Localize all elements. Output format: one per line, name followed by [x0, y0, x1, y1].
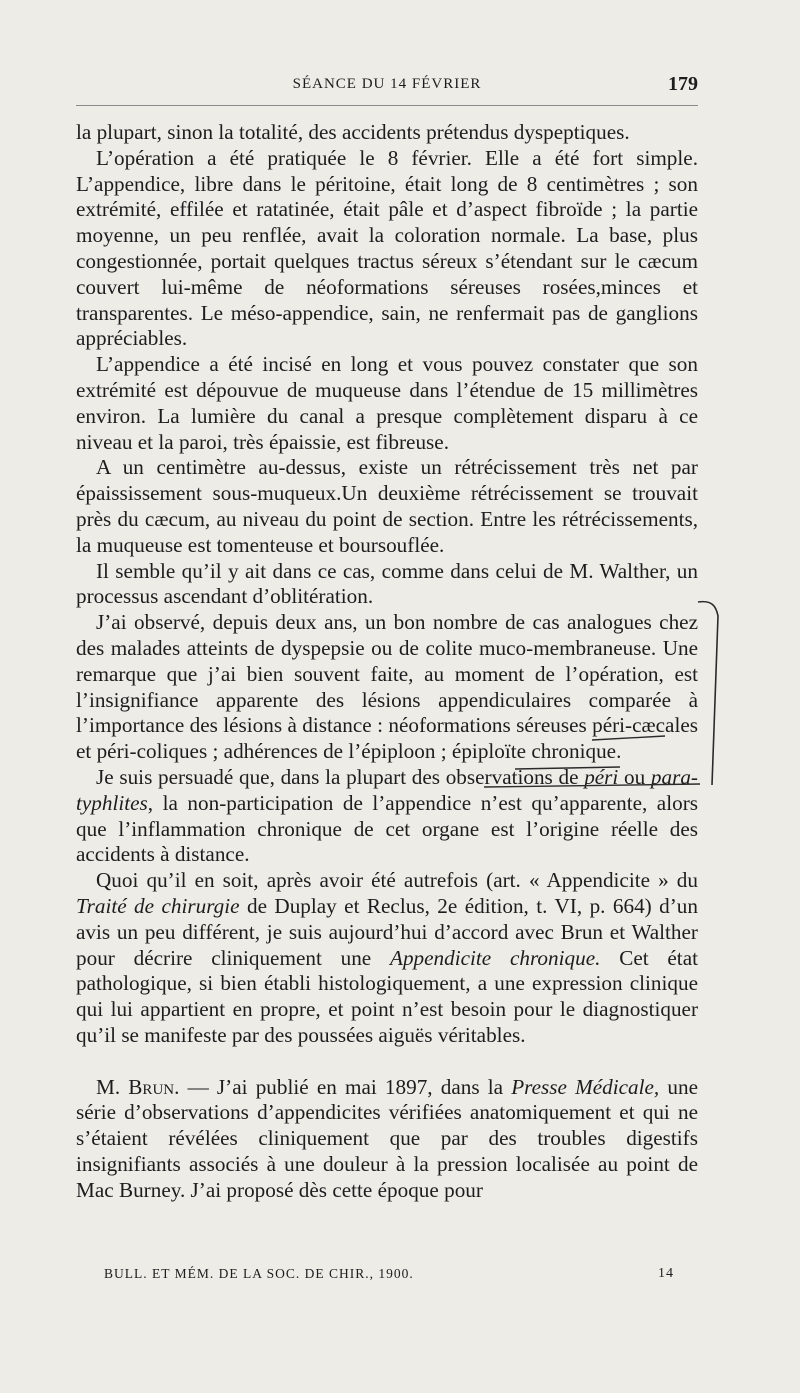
paragraph: L’appendice a été incisé en long et vous pouvez constater que son extrémité est dépouvue de muqueuse dans l’étendue de 15 millimètres environ. La lumière du canal a presque complètement disparu à ce niveau et la paroi, très épaissie, est fibreuse.: [76, 352, 698, 454]
page-footer: [104, 1266, 674, 1282]
journal-reference: BULL. ET MÉM. DE LA SOC. DE CHIR., 1900.: [104, 1266, 414, 1281]
paragraph: Il semble qu’il y ait dans ce cas, comme dans celui de M. Walther, un processus ascendant d’oblitération.: [76, 558, 698, 609]
paragraph: A un centimètre au-dessus, existe un rétrécissement très net par épaississement sous-muqueux.Un deuxième rétrécissement se trouvait près du cæcum, au niveau du point de section. Entre les rétrécissements, la muqueuse est tomenteuse et boursouflée.: [76, 455, 698, 557]
speech-paragraph: M. Brun. — J’ai publié en mai 1897, dans la Presse Médicale, une série d’observations d’appendicites vérifiées anatomiquement et qui ne s’étaient révélées cliniquement que par des troubles digestifs insignifiants associés à une douleur à la pression localisée au point de Mac Burney. J’ai proposé dès cette époque pour: [76, 1074, 698, 1202]
paragraph: Je suis persuadé que, dans la plupart des observations de péri ou para-typhlites, la non-participation de l’appendice n’est qu’apparente, alors que l’inflammation chronique de cet organe est l’origine réelle des accidents à distance.: [76, 764, 698, 867]
speaker-name: M. Brun.: [96, 1074, 180, 1099]
running-title: SÉANCE DU 14 FÉVRIER: [292, 76, 482, 92]
underline-mark: [515, 767, 620, 769]
page-number: 179: [668, 73, 698, 95]
underline-mark: [484, 784, 700, 787]
paragraph-annotated: J’ai observé, depuis deux ans, un bon nombre de cas analogues chez des malades atteints de dyspepsie ou de colite muco-membraneuse. Une remarque que j’ai bien souvent faite, au moment de l’opération, est l’insignifiance apparente des lésions appendiculaires comparée à l’importance des lésions à distance : néoformations séreuses péri-cæcales et péri-coliques ; adhérences de l’épiploon ; épiploïte chronique.: [76, 610, 698, 764]
paragraph: la plupart, sinon la totalité, des accidents prétendus dyspeptiques.: [76, 120, 630, 144]
underline-mark: [592, 736, 665, 740]
margin-bracket-line: [698, 602, 718, 785]
paragraph: Quoi qu’il en soit, après avoir été autrefois (art. « Appendicite » du Traité de chirurgie de Duplay et Reclus, 2e édition, t. VI, p. 664) d’un avis un peu différent, je suis aujourd’hui d’accord avec Brun et Walther pour décrire cliniquement une Appendicite chronique. Cet état pathologique, si bien établi histologiquement, a une expression clinique qui lui appartient en propre, et point n’est besoin pour le diagnostiquer qu’il se manifeste par des poussées aiguës véritables.: [76, 868, 698, 1047]
signature-mark: 14: [658, 1266, 674, 1281]
paragraph: L’opération a été pratiquée le 8 février. Elle a été fort simple. L’appendice, libre dans le péritoine, était long de 8 centimètres ; son extrémité, effilée et ratatinée, était pâle et d’aspect fibroïde ; la partie moyenne, un peu renflée, avait la coloration normale. La base, plus congestionnée, portait quelques tractus séreux s’étendant sur le cæcum couvert lui-même de néoformations séreuses rosées,minces et transparentes. Le méso-appendice, sain, ne renfermait pas de ganglions appréciables.: [76, 145, 698, 351]
